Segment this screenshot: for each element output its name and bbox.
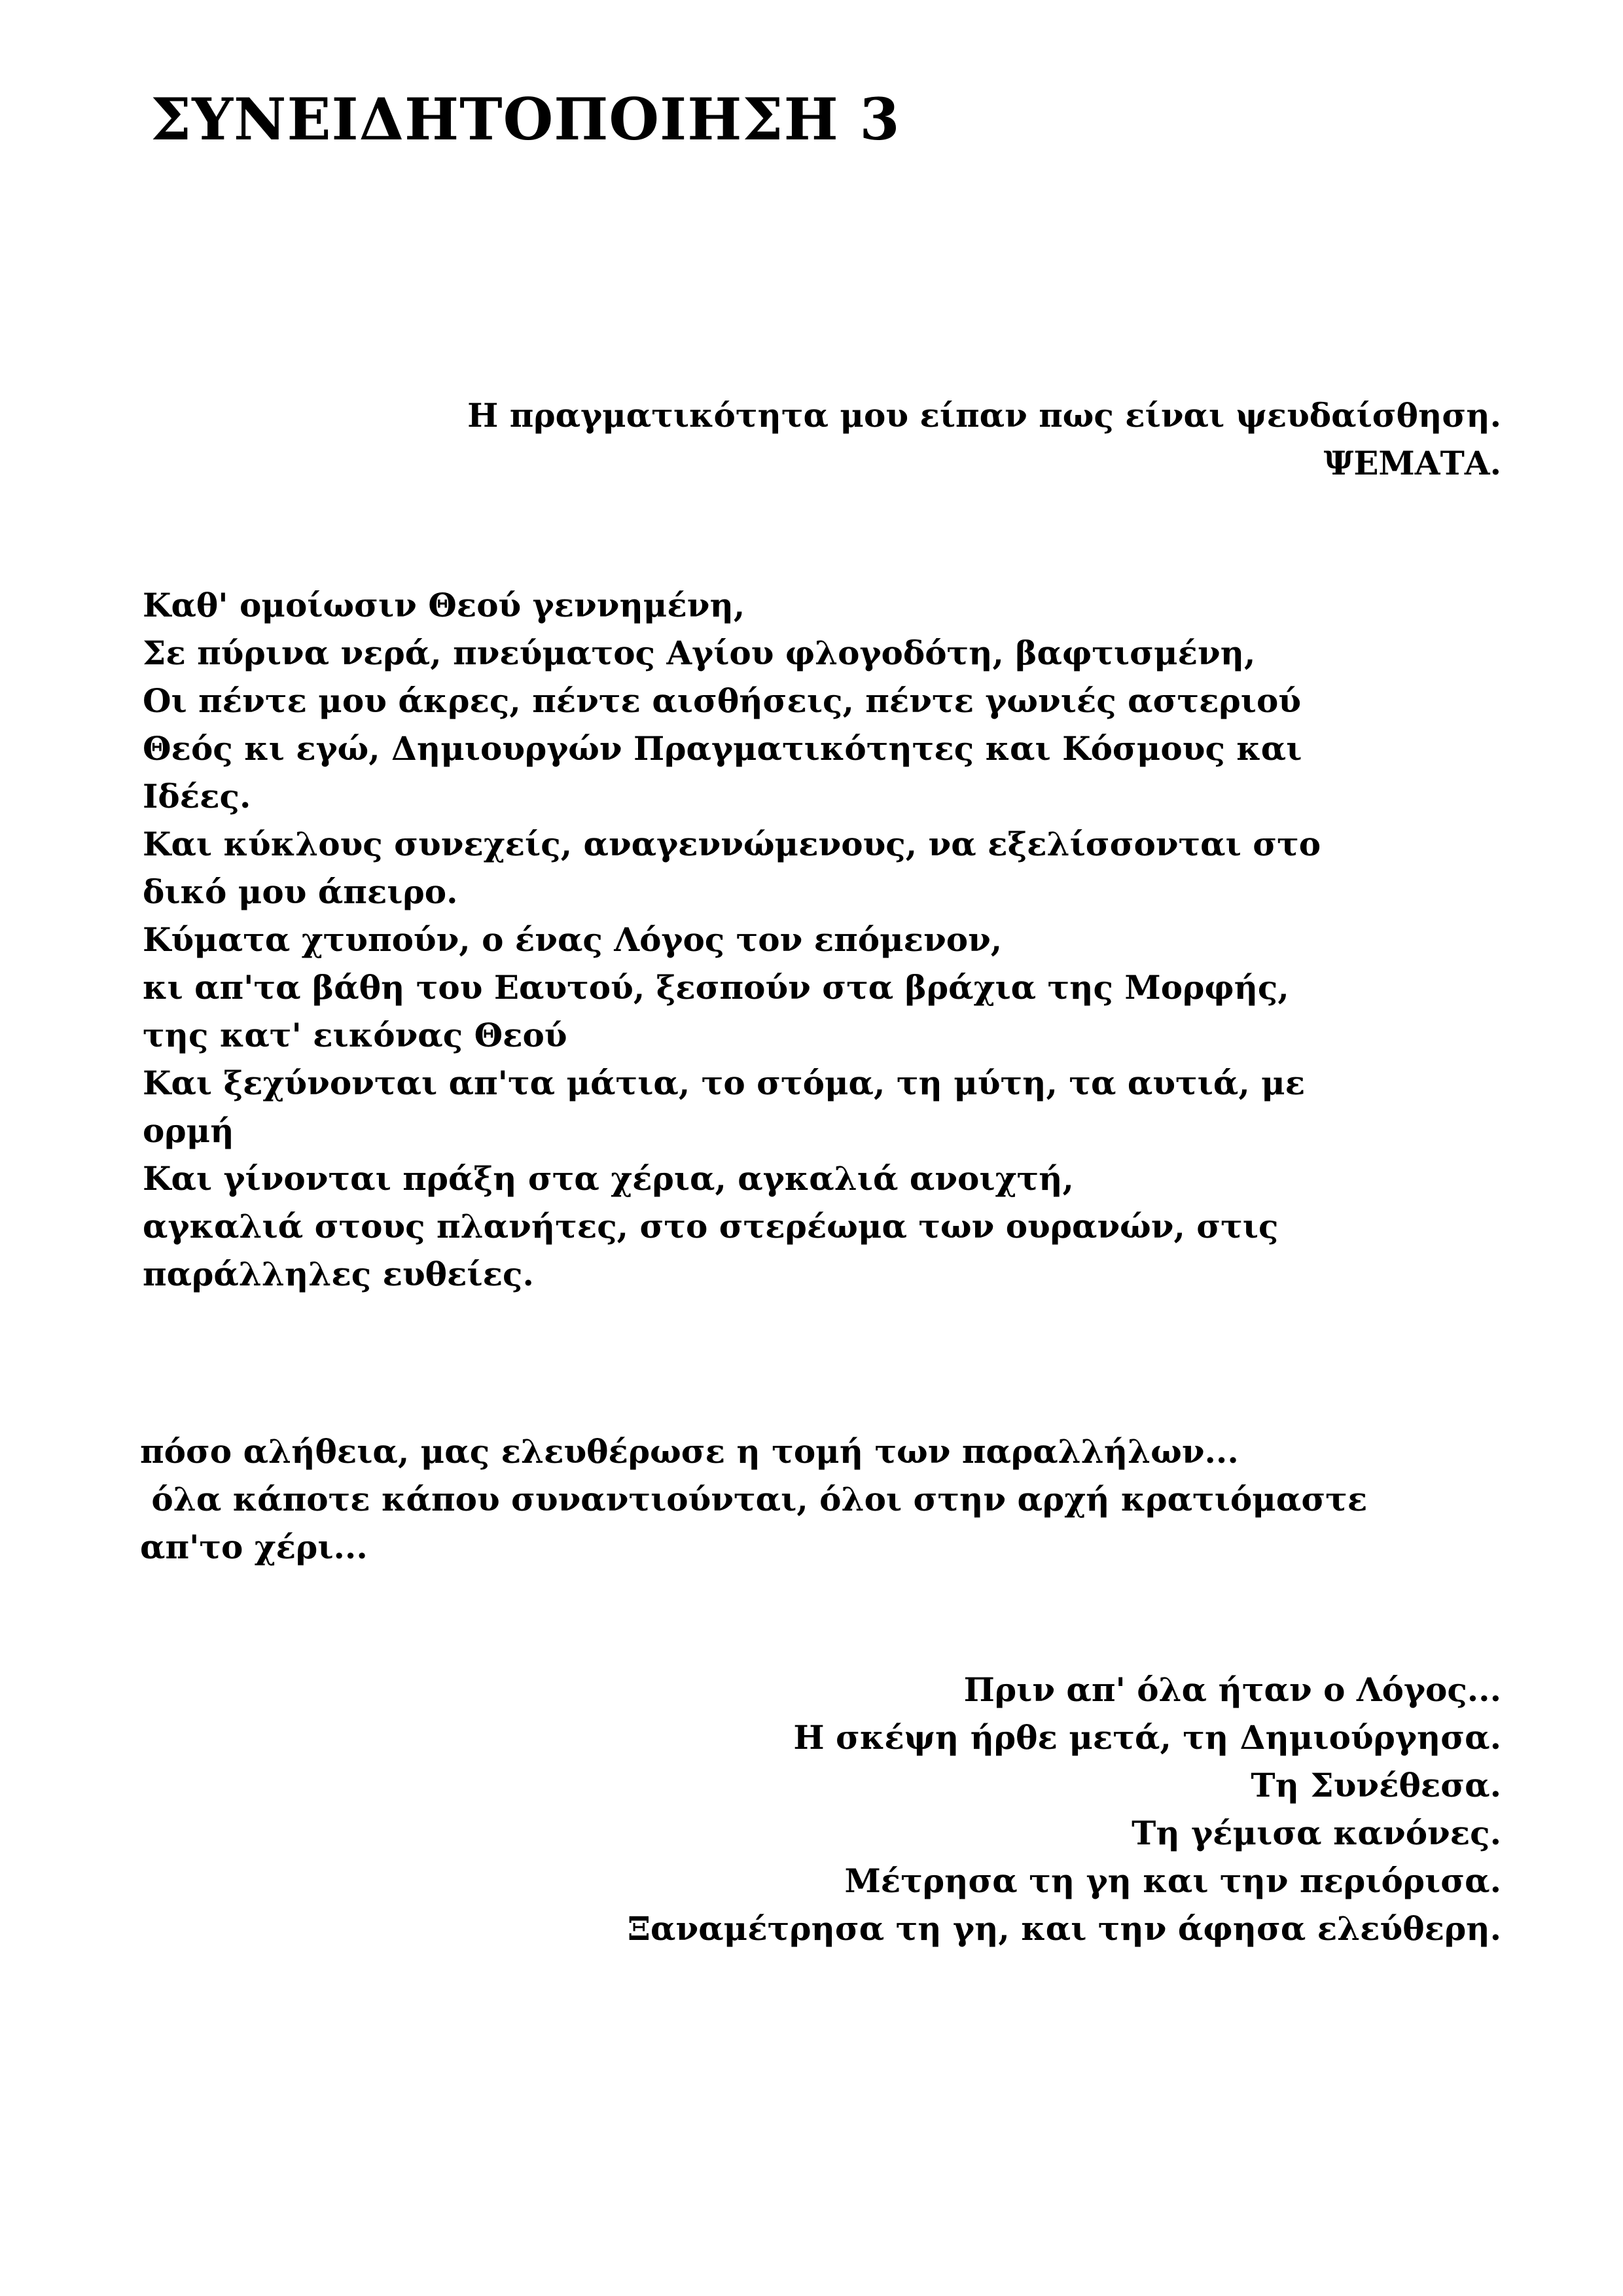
reflection-line: όλα κάποτε κάπου συναντιούνται, όλοι στην αρχή κρατιόμαστε [140,1480,1368,1518]
poem-line: Και γίνονται πράξη στα χέρια, αγκαλιά ανοιχτή, [143,1159,1074,1198]
poem-line: της κατ' εικόνας Θεού [143,1016,567,1054]
poem-line: Σε πύρινα νερά, πνεύματος Αγίου φλογοδότη, βαφτισμένη, [143,634,1256,672]
closing-line: Ξαναμέτρησα τη γη, και την άφησα ελεύθερη. [627,1909,1501,1948]
closing-line: Τη Συνέθεσα. [1251,1766,1501,1804]
poem-stanza [143,581,1321,1298]
intro-line: Η πραγματικότητα μου είπαν πως είναι ψευδαίσθηση. [467,396,1501,435]
page-title: ΣΥΝΕΙΔΗΤΟΠΟΙΗΣΗ 3 [151,85,901,153]
reflection-stanza [140,1427,1367,1571]
closing-line: Μέτρησα τη γη και την περιόρισα. [844,1861,1501,1900]
poem-line: δικό μου άπειρο. [143,872,458,911]
closing-stanza [151,1666,1501,1952]
closing-line: Τη γέμισα κανόνες. [1132,1814,1501,1852]
closing-line: Η σκέψη ήρθε μετά, τη Δημιούργησα. [793,1718,1501,1757]
poem-line: Οι πέντε μου άκρες, πέντε αισθήσεις, πέντε γωνιές αστεριού [143,681,1302,720]
poem-line: Κύματα χτυπούν, ο ένας Λόγος τον επόμενον, [143,920,1003,959]
poem-line: Και κύκλους συνεχείς, αναγεννώμενους, να εξελίσσονται στο [143,825,1321,863]
intro-stanza [151,391,1501,487]
reflection-line: απ'το χέρι... [140,1528,368,1566]
poem-line: αγκαλιά στους πλανήτες, στο στερέωμα των ουρανών, στις [143,1207,1279,1246]
reflection-line: πόσο αλήθεια, μας ελευθέρωσε η τομή των παραλλήλων... [140,1432,1239,1471]
poem-line: Ιδέες. [143,777,251,816]
poem-line: ορμή [143,1111,234,1150]
poem-line: Θεός κι εγώ, Δημιουργών Πραγματικότητες και Κόσμους και [143,729,1302,768]
intro-line: ΨΕΜΑΤΑ. [1323,444,1501,482]
poem-line: Καθ' ομοίωσιν Θεού γεννημένη, [143,586,745,624]
poem-line: Και ξεχύνονται απ'τα μάτια, το στόμα, τη μύτη, τα αυτιά, με [143,1064,1306,1102]
poem-line: κι απ'τα βάθη του Εαυτού, ξεσπούν στα βράχια της Μορφής, [143,968,1289,1007]
poem-line: παράλληλες ευθείες. [143,1255,534,1293]
closing-line: Πριν απ' όλα ήταν ο Λόγος... [963,1670,1501,1709]
